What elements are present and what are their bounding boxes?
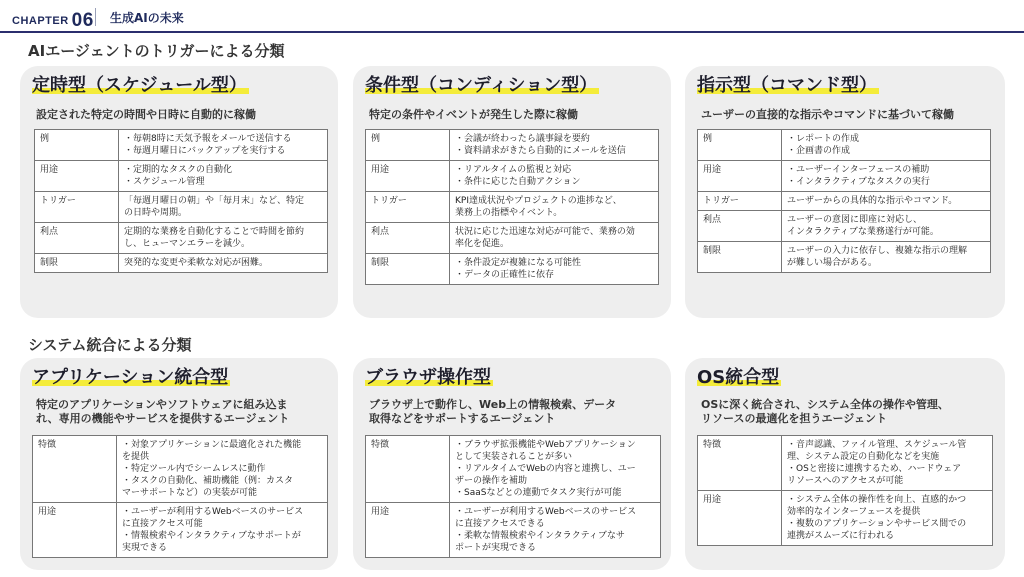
row-key: 特徴 <box>698 436 782 491</box>
row-value-line: ・複数のアプリケーションやサービス間での <box>787 519 967 529</box>
row-value-line: 状況に応じた迅速な対応が可能で、業務の効 <box>455 227 635 237</box>
row-value-line: ・毎朝8時に天気予報をメールで送信する <box>124 134 292 144</box>
table-row <box>366 192 659 223</box>
row-value-line: ・定期的なタスクの自動化 <box>124 165 233 175</box>
row-key: 用途 <box>366 503 450 558</box>
table-row <box>698 491 993 546</box>
row-value <box>117 503 328 558</box>
card-subtitle: OSに深く統合され、システム全体の操作や管理、 リソースの最適化を担うエージェント <box>701 398 949 425</box>
row-value-line: ユーザーの意図に即座に対応し、 <box>787 215 923 225</box>
chapter-title: 生成AIの未来 <box>110 11 184 25</box>
row-value-line: ・条件に応じた自動アクション <box>455 177 581 187</box>
table-row <box>366 254 659 285</box>
card-subtitle: 特定のアプリケーションやソフトウェアに組み込ま れ、専用の機能やサービスを提供するエージェント <box>36 398 290 425</box>
row-value-line: 率化を促進。 <box>455 239 510 249</box>
row-value-line: 業務上の指標やイベント。 <box>455 208 563 218</box>
row-value <box>450 436 661 503</box>
row-value-line: ・会議が終わったら議事録を要約 <box>455 134 590 144</box>
table-row <box>366 223 659 254</box>
system-section-title: システム統合による分類 <box>28 336 192 354</box>
row-value <box>450 161 659 192</box>
table-row <box>35 254 328 273</box>
row-value-line: 連携がスムーズに行われる <box>787 531 895 541</box>
info-table <box>365 435 661 558</box>
row-value-line: し、ヒューマンエラーを減少。 <box>124 239 251 249</box>
chapter-label: CHAPTER 06 <box>12 10 94 31</box>
row-value-line: ・条件設定が複雑になる可能性 <box>455 258 582 268</box>
row-value-line: ・資料請求がきたら自動的にメールを送信 <box>455 146 626 156</box>
table-row <box>698 242 991 273</box>
card-title: 条件型（コンディション型） <box>365 75 598 96</box>
row-value-line: 実現できる <box>122 543 168 553</box>
row-value <box>782 211 991 242</box>
table-row <box>698 192 991 211</box>
row-key: トリガー <box>35 192 119 223</box>
row-value-line: ・レポートの作成 <box>787 134 860 144</box>
row-value-line: を提供 <box>122 452 150 462</box>
row-value-line: KPI達成状況やプロジェクトの進捗など、 <box>455 196 622 206</box>
row-key: 制限 <box>698 242 782 273</box>
row-value-line: ・柔軟な情報検索やインタラクティブなサ <box>455 531 625 541</box>
row-value-line: ・リアルタイムでWebの内容と連携し、ユー <box>455 464 636 474</box>
row-value-line: に直接アクセスできる <box>455 519 545 529</box>
row-value <box>782 491 993 546</box>
row-key: 例 <box>366 130 450 161</box>
row-value-line: ・OSと密接に連携するため、ハードウェア <box>787 464 962 474</box>
card-title: アプリケーション統合型 <box>32 367 229 388</box>
row-value <box>782 436 993 491</box>
card-os <box>685 358 1005 570</box>
table-row <box>698 211 991 242</box>
chapter-number: 06 <box>71 10 94 31</box>
row-value-line: ・タスクの自動化、補助機能（例：カスタ <box>122 476 294 486</box>
row-key: 特徴 <box>33 436 117 503</box>
row-value-line: ユーザーの入力に依存し、複雑な指示の理解 <box>787 246 968 256</box>
row-value <box>450 192 659 223</box>
row-value-line: が難しい場合がある。 <box>787 258 878 268</box>
row-value <box>782 130 991 161</box>
row-key: 用途 <box>35 161 119 192</box>
row-value <box>450 130 659 161</box>
card-subtitle: ユーザーの直接的な指示やコマンドに基づいて稼働 <box>701 108 954 121</box>
table-row <box>366 161 659 192</box>
row-key: 用途 <box>698 491 782 546</box>
header-rule <box>0 31 1024 33</box>
row-value <box>782 161 991 192</box>
row-value <box>119 130 328 161</box>
card-title: 定時型（スケジュール型） <box>32 75 247 96</box>
row-value <box>450 223 659 254</box>
table-row <box>698 161 991 192</box>
row-value-line: 突発的な変更や柔軟な対応が困難。 <box>124 258 269 268</box>
table-row <box>35 130 328 161</box>
row-value <box>119 192 328 223</box>
row-value-line: ・対象アプリケーションに最適化された機能 <box>122 440 302 450</box>
trigger-section-title: AIエージェントのトリガーによる分類 <box>28 42 285 60</box>
row-value-line: ・ユーザーが利用するWebベースのサービス <box>455 507 637 517</box>
row-value-line: ・データの正確性に依存 <box>455 270 555 280</box>
row-value <box>119 223 328 254</box>
info-table <box>697 435 993 546</box>
row-value-line: ・ブラウザ拡張機能やWebアプリケーション <box>455 440 636 450</box>
row-value <box>119 161 328 192</box>
card-browser <box>353 358 671 570</box>
info-table <box>32 435 328 558</box>
chapter-header <box>0 0 1024 32</box>
row-value <box>117 436 328 503</box>
row-value-line: ユーザーからの具体的な指示やコマンド。 <box>787 196 958 206</box>
row-key: 制限 <box>366 254 450 285</box>
header-divider <box>95 8 96 26</box>
card-application <box>20 358 338 570</box>
card-title: 指示型（コマンド型） <box>697 75 877 96</box>
row-key: 制限 <box>35 254 119 273</box>
card-command <box>685 66 1005 318</box>
row-key: 利点 <box>366 223 450 254</box>
row-value-line: ・音声認識、ファイル管理、スケジュール管 <box>787 440 967 450</box>
row-value-line: インタラクティブな業務遂行が可能。 <box>787 227 939 237</box>
row-value-line: 理、システム設定の自動化などを実施 <box>787 452 940 462</box>
row-value <box>782 192 991 211</box>
info-table <box>365 129 659 285</box>
card-scheduled <box>20 66 338 318</box>
row-value-line: ・SaaSなどとの連動でタスク実行が可能 <box>455 488 622 498</box>
card-conditional <box>353 66 671 318</box>
table-row <box>366 503 661 558</box>
row-key: トリガー <box>698 192 782 211</box>
row-key: 利点 <box>35 223 119 254</box>
card-title: ブラウザ操作型 <box>365 367 491 388</box>
row-value-line: ・ユーザーが利用するWebベースのサービス <box>122 507 304 517</box>
row-value <box>450 254 659 285</box>
row-key: 利点 <box>698 211 782 242</box>
row-value-line: ・企画書の作成 <box>787 146 851 156</box>
row-value-line: ・スケジュール管理 <box>124 177 205 187</box>
row-value-line: 定期的な業務を自動化することで時間を節約 <box>124 227 305 237</box>
row-value-line: に直接アクセス可能 <box>122 519 203 529</box>
row-value-line: ・特定ツール内でシームレスに動作 <box>122 464 266 474</box>
row-value-line: ・リアルタイムの監視と対応 <box>455 165 572 175</box>
table-row <box>698 130 991 161</box>
table-row <box>366 130 659 161</box>
row-value-line: 「毎週月曜日の朝」や「毎月末」など、特定 <box>124 196 305 206</box>
row-value-line: リソースへのアクセスが可能 <box>787 476 904 486</box>
row-value-line: マーサポートなど）の実装が可能 <box>122 488 258 498</box>
card-subtitle: 特定の条件やイベントが発生した際に稼働 <box>369 108 578 121</box>
row-key: 用途 <box>33 503 117 558</box>
row-key: トリガー <box>366 192 450 223</box>
table-row <box>33 503 328 558</box>
row-key: 例 <box>698 130 782 161</box>
row-value <box>119 254 328 273</box>
row-key: 特徴 <box>366 436 450 503</box>
row-value-line: ザーの操作を補助 <box>455 476 528 486</box>
row-value-line: ・毎週月曜日にバックアップを実行する <box>124 146 286 156</box>
info-table <box>34 129 328 273</box>
table-row <box>698 436 993 491</box>
table-row <box>33 436 328 503</box>
row-value-line: ・情報検索やインタラクティブなサポートが <box>122 531 301 541</box>
row-key: 用途 <box>366 161 450 192</box>
row-value-line: として実装されることが多い <box>455 452 573 462</box>
row-value <box>450 503 661 558</box>
card-subtitle: 設定された特定の時間や日時に自動的に稼働 <box>36 108 256 121</box>
card-title: OS統合型 <box>697 367 780 388</box>
info-table <box>697 129 991 273</box>
row-value <box>782 242 991 273</box>
row-value-line: ・システム全体の操作性を向上、直感的かつ <box>787 495 967 505</box>
row-key: 用途 <box>698 161 782 192</box>
row-value-line: ポートが実現できる <box>455 543 537 553</box>
table-row <box>366 436 661 503</box>
row-value-line: ・インタラクティブなタスクの実行 <box>787 177 930 187</box>
row-value-line: ・ユーザーインターフェースの補助 <box>787 165 930 175</box>
row-key: 例 <box>35 130 119 161</box>
table-row <box>35 223 328 254</box>
table-row <box>35 161 328 192</box>
card-subtitle: ブラウザ上で動作し、Web上の情報検索、データ 取得などをサポートするエージェント <box>369 398 617 425</box>
row-value-line: の日時や周期。 <box>124 208 188 218</box>
table-row <box>35 192 328 223</box>
row-value-line: 効率的なインターフェースを提供 <box>787 507 921 517</box>
